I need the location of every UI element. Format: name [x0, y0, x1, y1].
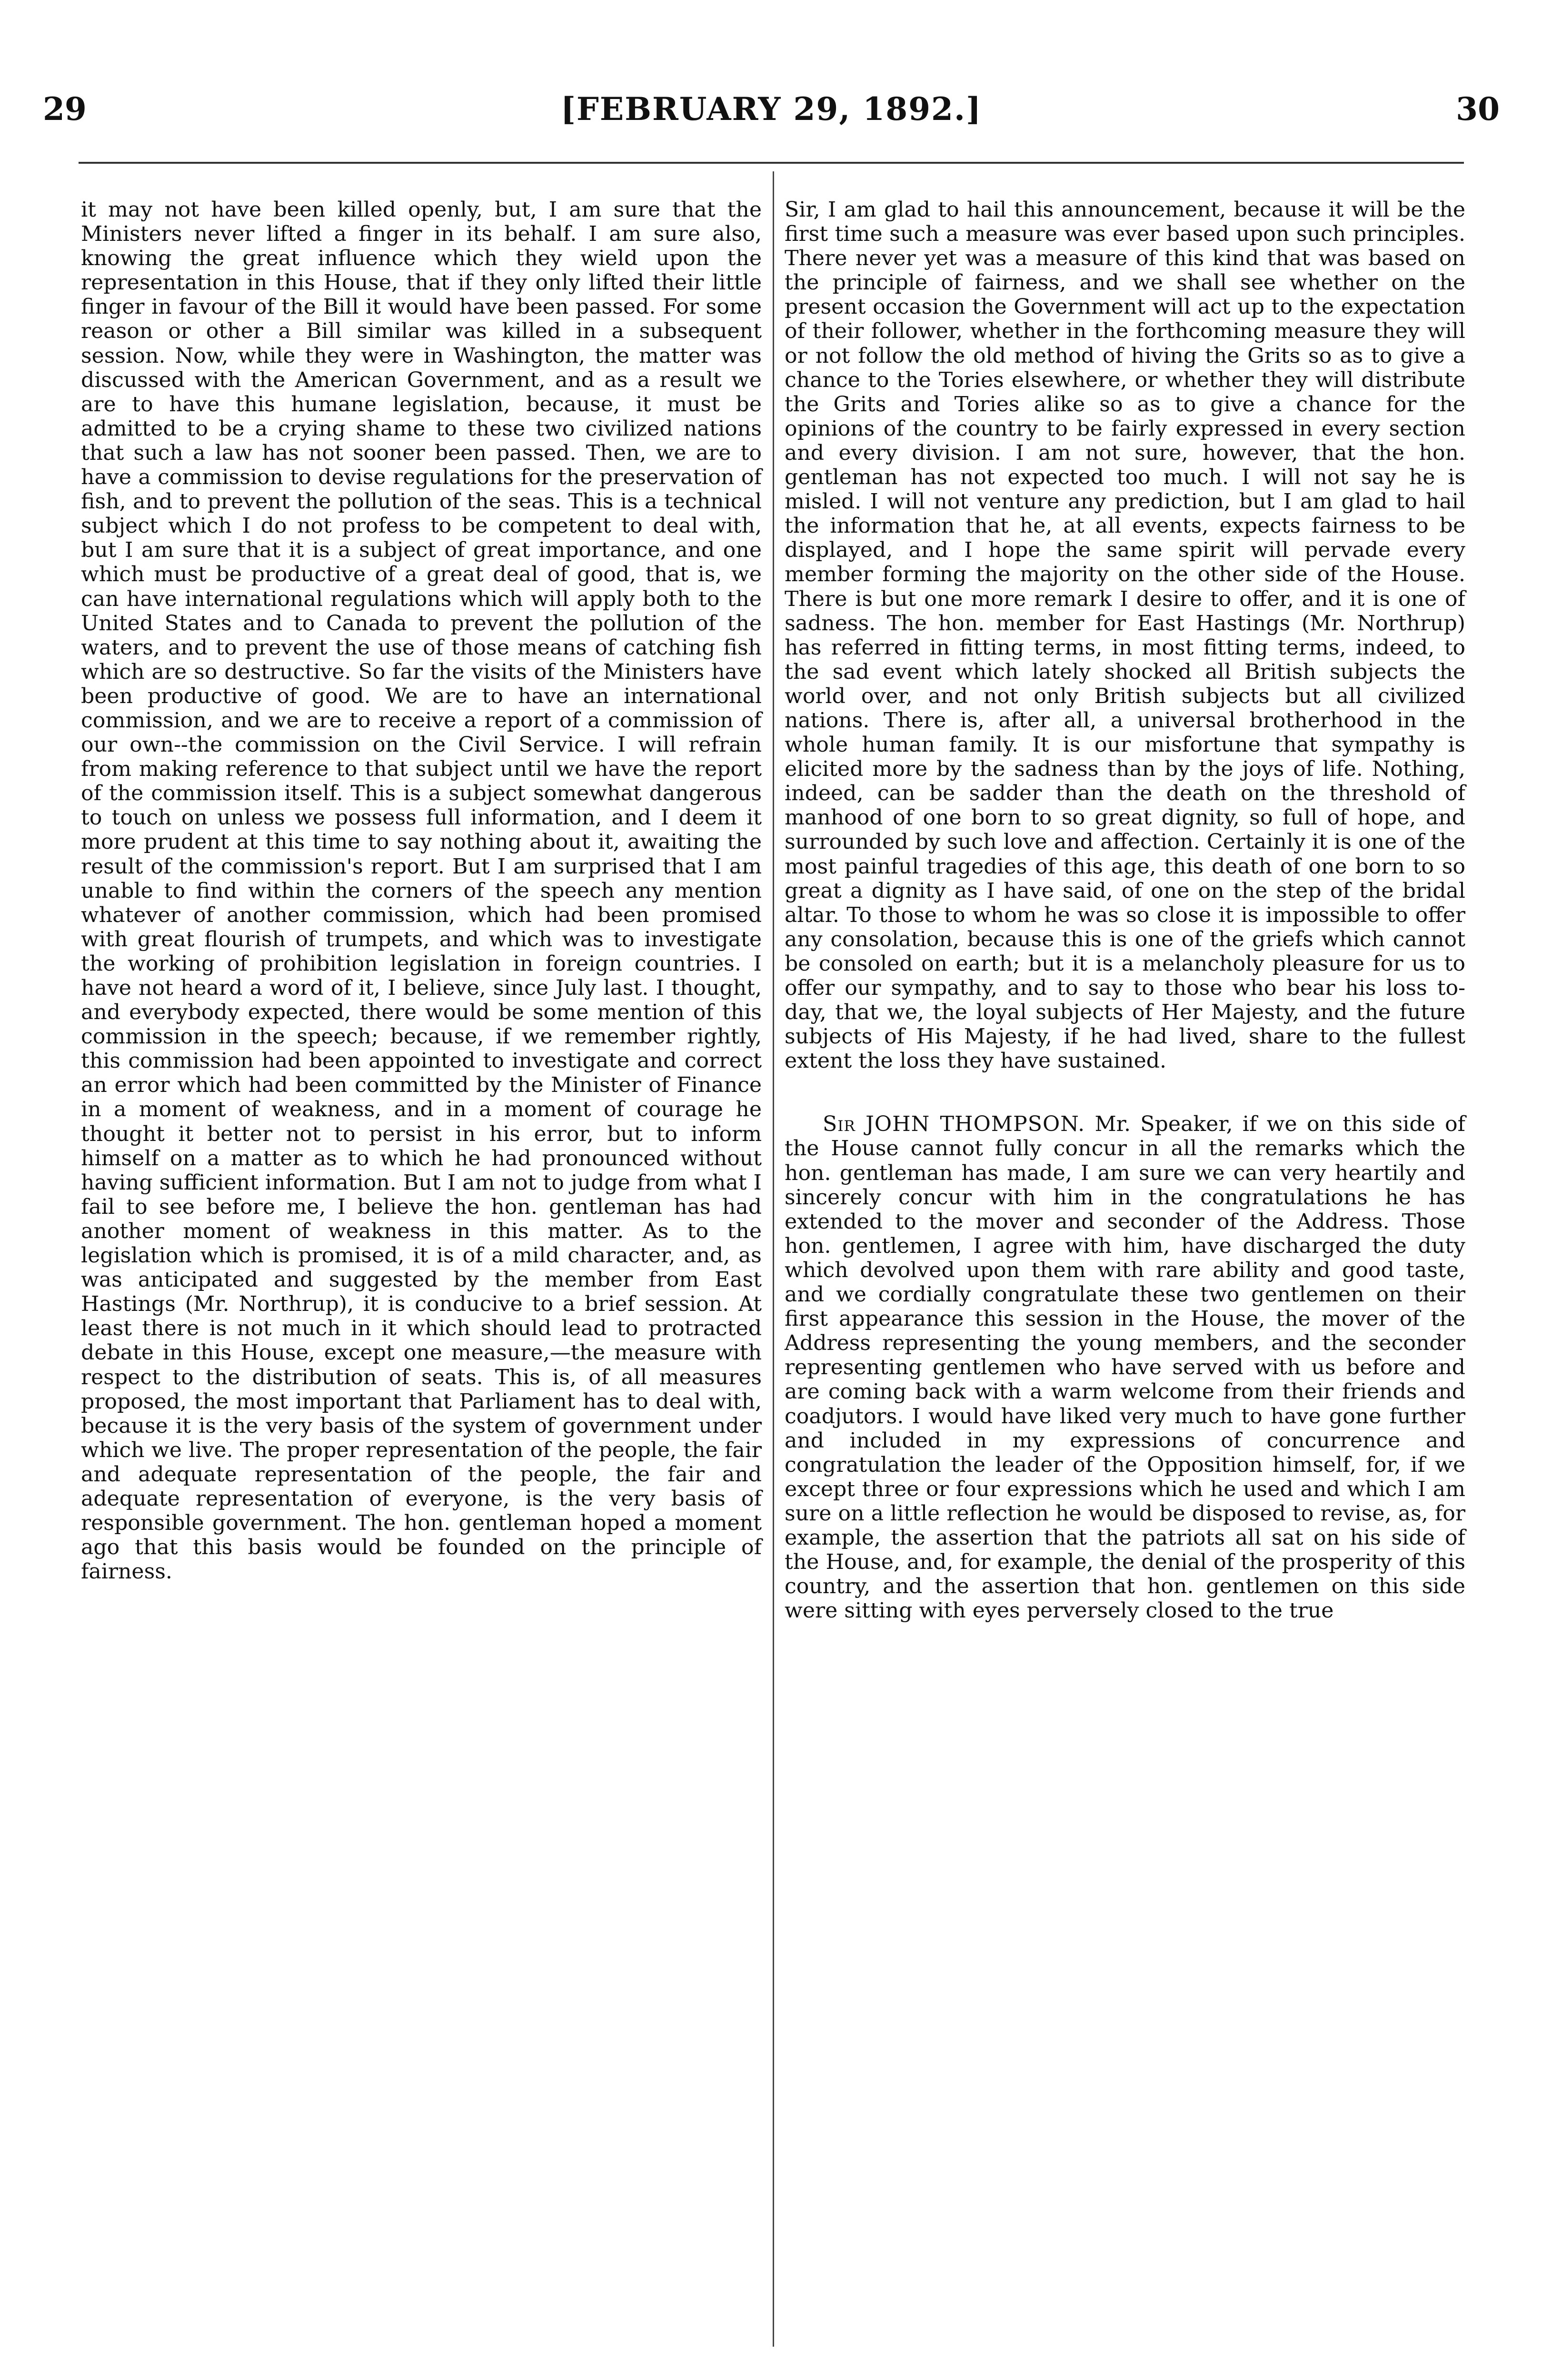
header-rule	[79, 162, 1464, 164]
column-divider	[773, 171, 774, 2347]
left-column-number: 29	[43, 90, 87, 128]
left-column	[81, 198, 762, 1584]
page-header	[43, 90, 1500, 133]
speaker-name: Sir JOHN THOMPSON.	[823, 1112, 1085, 1137]
left-column-paragraph: it may not have been killed openly, but, I am sure that the Ministers never lifted a finger in its behalf. I am sure also, knowing the great influence which they wield upon the representation in this House, that if they only lifted their little finger in favour of the Bill it would have been passed. For some reason or other a Bill similar was killed in a subsequent session. Now, while they were in Washington, the matter was discussed with the American Government, and as a result we are to have this humane legislation, because, it must be admitted to be a crying shame to these two civilized nations that such a law has not sooner been passed. Then, we are to have a commission to devise regulations for the preservation of fish, and to prevent the pollution of the seas. This is a technical subject which I do not profess to be competent to deal with, but I am sure that it is a subject of great importance, and one which must be productive of a great deal of good, that is, we can have international regulations which will apply both to the United States and to Canada to prevent the pollution of the waters, and to prevent the use of those means of catching fish which are so destructive. So far the visits of the Ministers have been productive of good. We are to have an international commission, and we are to receive a report of a commission of our own--the commission on the Civil Service. I will refrain from making reference to that subject until we have the report of the commission itself. This is a subject somewhat dangerous to touch on unless we possess full information, and I deem it more prudent at this time to say nothing about it, awaiting the result of the commission's report. But I am surprised that I am unable to find within the corners of the speech any mention whatever of another commission, which had been promised with great flourish of trumpets, and which was to investigate the working of prohibition legislation in foreign countries. I have not heard a word of it, I believe, since July last. I thought, and everybody expected, there would be some mention of this commission in the speech; because, if we remember rightly, this commission had been appointed to investigate and correct an error which had been committed by the Minister of Finance in a moment of weakness, and in a moment of courage he thought it better not to persist in his error, but to inform himself on a matter as to which he had pronounced without having sufficient information. But I am not to judge from what I fail to see before me, I believe the hon. gentleman has had another moment of weakness in this matter. As to the legislation which is promised, it is of a mild character, and, as was anticipated and suggested by the member from East Hastings (Mr. Northrup), it is conducive to a brief session. At least there is not much in it which should lead to protracted debate in this House, except one measure,—the measure with respect to the distribution of seats. This is, of all measures proposed, the most important that Parliament has to deal with, because it is the very basis of the system of government under which we live. The proper representation of the people, the fair and adequate representation of the people, the fair and adequate representation of everyone, is the very basis of responsible government. The hon. gentleman hoped a moment ago that this basis would be founded on the principle of fairness.	[81, 198, 762, 1584]
right-column	[785, 198, 1465, 1623]
speech-paragraph	[785, 1112, 1465, 1623]
right-column-paragraph-1: Sir, I am glad to hail this announcement, because it will be the first time such a measure was ever based upon such principles. There never yet was a measure of this kind that was based on the principle of fairness, and we shall see whether on the present occasion the Government will act up to the expectation of their follower, whether in the forthcoming measure they will or not follow the old method of hiving the Grits so as to give a chance to the Tories elsewhere, or whether they will distribute the Grits and Tories alike so as to give a chance for the opinions of the country to be fairly expressed in every section and every division. I am not sure, however, that the hon. gentleman has not expected too much. I will not say he is misled. I will not venture any prediction, but I am glad to hail the information that he, at all events, expects fairness to be displayed, and I hope the same spirit will pervade every member forming the majority on the other side of the House. There is but one more remark I desire to offer, and it is one of sadness. The hon. member for East Hastings (Mr. Northrup) has referred in fitting terms, in most fitting terms, indeed, to the sad event which lately shocked all British subjects the world over, and not only British subjects but all civilized nations. There is, after all, a universal brotherhood in the whole human family. It is our misfortune that sympathy is elicited more by the sadness than by the joys of life. Nothing, indeed, can be sadder than the death on the threshold of manhood of one born to so great dignity, so full of hope, and surrounded by such love and affection. Certainly it is one of the most painful tragedies of this age, this death of one born to so great a dignity as I have said, of one on the step of the bridal altar. To those to whom he was so close it is impossible to offer any consolation, because this is one of the griefs which cannot be consoled on earth; but it is a melancholy pleasure for us to offer our sympathy, and to say to those who bear his loss to-day, that we, the loyal subjects of Her Majesty, and the future subjects of His Majesty, if he had lived, share to the fullest extent the loss they have sustained.	[785, 198, 1465, 1073]
right-column-paragraph-2: Mr. Speaker, if we on this side of the House cannot fully concur in all the remarks which the hon. gentleman has made, I am sure we can very heartily and sincerely concur with him in the congratulations he has extended to the mover and seconder of the Address. Those hon. gentlemen, I agree with him, have discharged the duty which devolved upon them with rare ability and good taste, and we cordially congratulate these two gentlemen on their first appearance this session in the House, the mover of the Address representing the young members, and the seconder representing gentlemen who have served with us before and are coming back with a warm welcome from their friends and coadjutors. I would have liked very much to have gone further and included in my expressions of concurrence and congratulation the leader of the Opposition himself, for, if we except three or four expressions which he used and which I am sure on a little reflection he would be disposed to revise, as, for example, the assertion that the patriots all sat on his side of the House, and, for example, the denial of the prosperity of this country, and the assertion that hon. gentlemen on this side were sitting with eyes perversely closed to the true	[785, 1112, 1465, 1623]
page-date: [FEBRUARY 29, 1892.]	[560, 90, 982, 128]
paragraph-gap	[785, 1073, 1465, 1112]
right-column-number: 30	[1456, 90, 1500, 128]
